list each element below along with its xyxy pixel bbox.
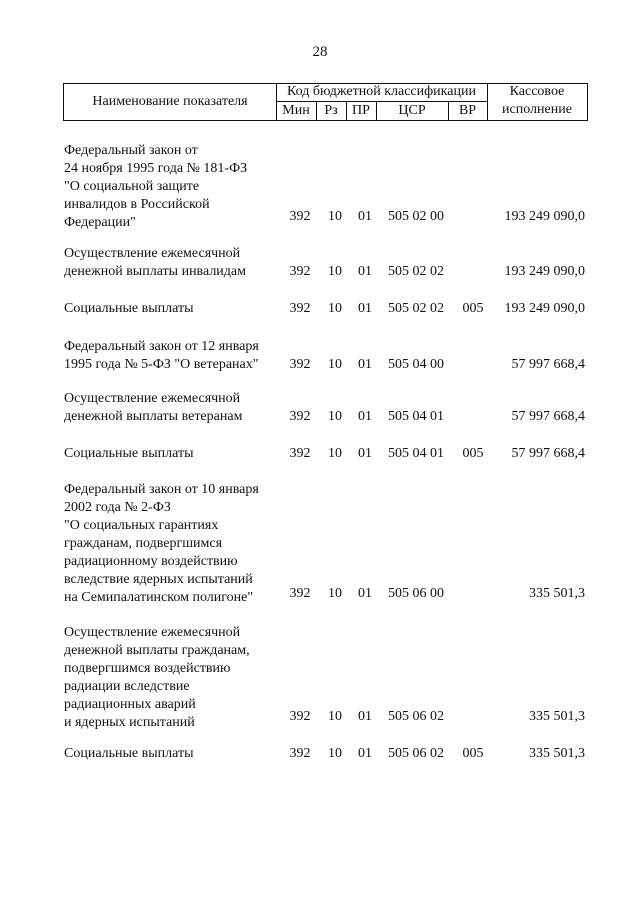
row-min: 392 (289, 264, 311, 279)
row-pr: 01 (358, 301, 372, 316)
row-name: Федеральный закон от 12 января 1995 года № 5-ФЗ "О ветеранах" (64, 339, 259, 372)
row-rz: 10 (328, 301, 342, 316)
row-min: 392 (289, 357, 311, 372)
row-amount: 335 501,3 (529, 709, 585, 724)
row-amount: 57 997 668,4 (511, 357, 585, 372)
row-rz: 10 (328, 586, 342, 601)
row-pr: 01 (358, 209, 372, 224)
row-vr: 005 (462, 446, 484, 461)
row-name: Федеральный закон от 24 ноября 1995 года № 181-ФЗ "О социальной защите инвалидов в Российской Федерации" (64, 143, 248, 230)
row-csr: 505 04 01 (388, 409, 444, 424)
header-col-rz: Рз (324, 103, 338, 118)
row-csr: 505 04 00 (388, 357, 444, 372)
row-pr: 01 (358, 446, 372, 461)
header-execution-line1: Кассовое (509, 84, 565, 99)
header-budget-code: Код бюджетной классификации (287, 84, 476, 99)
row-name: Социальные выплаты (64, 301, 194, 316)
row-csr: 505 02 00 (388, 209, 444, 224)
table-row (0, 245, 640, 281)
header-col-pr: ПР (352, 103, 370, 118)
row-pr: 01 (358, 586, 372, 601)
table-row (0, 338, 640, 374)
header-execution-line2: исполнение (502, 102, 572, 117)
row-amount: 335 501,3 (529, 746, 585, 761)
row-pr: 01 (358, 746, 372, 761)
header-indicator-name: Наименование показателя (92, 94, 248, 109)
row-csr: 505 06 02 (388, 746, 444, 761)
table-row (0, 481, 640, 607)
row-min: 392 (289, 746, 311, 761)
row-pr: 01 (358, 409, 372, 424)
row-amount: 193 249 090,0 (504, 209, 585, 224)
header-divider (276, 101, 487, 102)
row-name: Осуществление ежемесячной денежной выплаты гражданам, подвергшимся воздействию радиации вследствие радиационных аварий и ядерных испытаний (64, 625, 250, 730)
row-name: Осуществление ежемесячной денежной выплаты ветеранам (64, 391, 243, 424)
header-col-csr: ЦСР (398, 103, 426, 118)
row-min: 392 (289, 301, 311, 316)
row-csr: 505 04 01 (388, 446, 444, 461)
row-csr: 505 02 02 (388, 301, 444, 316)
table-row (0, 142, 640, 232)
row-min: 392 (289, 409, 311, 424)
table-row (0, 624, 640, 732)
row-rz: 10 (328, 409, 342, 424)
row-pr: 01 (358, 709, 372, 724)
row-min: 392 (289, 586, 311, 601)
row-csr: 505 06 02 (388, 709, 444, 724)
row-rz: 10 (328, 709, 342, 724)
row-name: Социальные выплаты (64, 446, 194, 461)
row-rz: 10 (328, 209, 342, 224)
row-rz: 10 (328, 746, 342, 761)
header-col-vr: ВР (458, 103, 477, 118)
row-amount: 335 501,3 (529, 586, 585, 601)
table-row (0, 390, 640, 426)
table-row (0, 445, 640, 463)
row-name: Социальные выплаты (64, 746, 194, 761)
row-min: 392 (289, 209, 311, 224)
table-row (0, 300, 640, 318)
row-name: Федеральный закон от 10 января 2002 года № 2-ФЗ "О социальных гарантиях гражданам, подвергшимся радиационному воздействию вследствие ядерных испытаний на Семипалатинском полигоне" (64, 482, 259, 605)
row-vr: 005 (462, 746, 484, 761)
row-amount: 193 249 090,0 (504, 264, 585, 279)
table-row (0, 745, 640, 763)
page-number: 28 (312, 44, 328, 60)
row-name: Осуществление ежемесячной денежной выплаты инвалидам (64, 246, 246, 279)
row-min: 392 (289, 446, 311, 461)
row-amount: 193 249 090,0 (504, 301, 585, 316)
row-csr: 505 06 00 (388, 586, 444, 601)
row-rz: 10 (328, 357, 342, 372)
row-csr: 505 02 02 (388, 264, 444, 279)
row-vr: 005 (462, 301, 484, 316)
table-header (63, 83, 588, 121)
row-rz: 10 (328, 264, 342, 279)
row-amount: 57 997 668,4 (511, 446, 585, 461)
header-col-min: Мин (282, 103, 310, 118)
row-rz: 10 (328, 446, 342, 461)
row-pr: 01 (358, 357, 372, 372)
row-pr: 01 (358, 264, 372, 279)
row-min: 392 (289, 709, 311, 724)
row-amount: 57 997 668,4 (511, 409, 585, 424)
